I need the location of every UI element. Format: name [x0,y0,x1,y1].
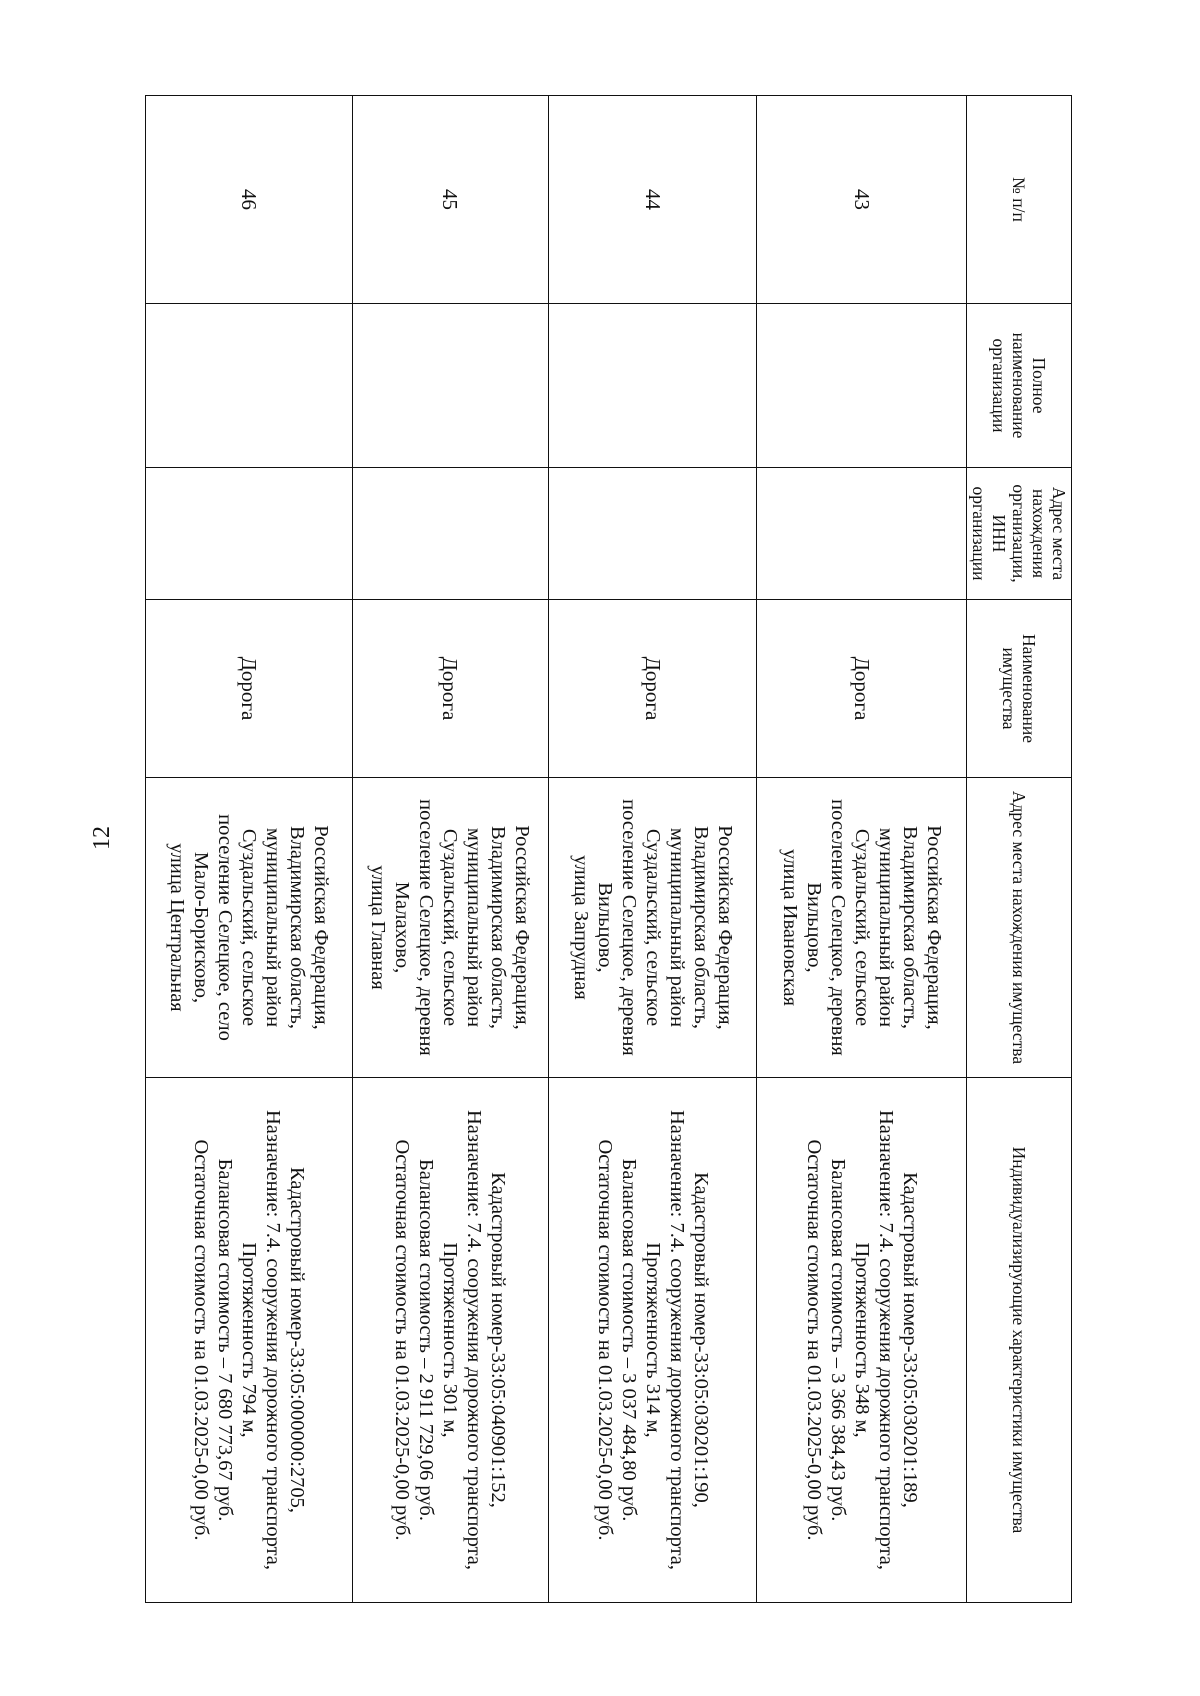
org-name-cell [549,304,757,468]
table-row [757,96,967,1603]
address-line: Российская Федерация, [713,825,736,1030]
property-name-cell: Дорога [549,600,757,778]
characteristics-cell [549,1078,757,1603]
row-number: 43 [757,96,967,304]
address-line: муниципальный район [665,827,688,1028]
characteristics-line: Протяженность 794 м, [237,1242,260,1438]
characteristics-cell [146,1078,353,1603]
address-line: поселение Селецкое, деревня [617,799,640,1056]
property-table [145,95,1072,1603]
address-line: муниципальный район [261,827,284,1028]
characteristics-line: Кадастровый номер-33:05:030201:189, [898,1172,921,1508]
characteristics-line: Кадастровый номер-33:05:040901:152, [487,1172,510,1508]
characteristics-line: Назначение: 7.4. сооружения дорожного транспорта, [261,1109,284,1571]
address-line: улица Центральная [165,843,188,1012]
org-address-cell [146,468,353,600]
property-name-cell: Дорога [352,600,549,778]
characteristics-line: Кадастровый номер-33:05:000000:2705, [285,1166,308,1514]
table-row [352,96,549,1603]
header-num: № п/п [967,96,1072,304]
property-name-cell: Дорога [757,600,967,778]
address-line: муниципальный район [874,827,897,1028]
characteristics-line: Назначение: 7.4. сооружения дорожного транспорта, [463,1109,486,1571]
characteristics-line: Балансовая стоимость – 2 911 729,06 руб. [415,1159,438,1521]
header-row [967,96,1072,1603]
address-line: Владимирская область, [487,825,510,1030]
characteristics-line: Назначение: 7.4. сооружения дорожного транспорта, [874,1109,897,1571]
address-line: Владимирская область, [898,825,921,1030]
characteristics-line: Протяженность 314 м, [641,1242,664,1438]
org-address-cell [549,468,757,600]
characteristics-line: Протяженность 301 м, [439,1242,462,1438]
org-address-cell [352,468,549,600]
address-line: улица Ивановская [778,848,801,1007]
characteristics-line: Балансовая стоимость – 3 366 384,43 руб. [826,1158,849,1522]
address-line: Российская Федерация, [309,825,332,1030]
address-line: Малахово, [391,881,414,974]
address-line: Суздальский, сельское [641,828,664,1027]
address-line: муниципальный район [463,827,486,1028]
property-address-cell [549,778,757,1078]
header-org-name: Полное наименование организации [967,304,1072,468]
page-number: 12 [89,826,115,850]
row-number: 46 [146,96,353,304]
org-name-cell [146,304,353,468]
address-line: поселение Селецкое, село [213,814,236,1041]
table-row [549,96,757,1603]
org-name-cell [352,304,549,468]
address-line: Владимирская область, [689,825,712,1030]
address-line: Вильцово, [593,882,616,973]
address-line: Владимирская область, [285,825,308,1030]
address-line: Суздальский, сельское [439,828,462,1027]
characteristics-line: Остаточная стоимость на 01.03.2025-0,00 руб. [189,1139,212,1541]
row-number: 45 [352,96,549,304]
address-line: Вильцово, [802,882,825,973]
rotated-table-wrapper [145,95,1072,1602]
org-address-cell [757,468,967,600]
property-name-cell: Дорога [146,600,353,778]
table-row [146,96,353,1603]
address-line: Российская Федерация, [511,825,534,1030]
address-line: поселение Селецкое, деревня [415,799,438,1056]
address-line: поселение Селецкое, деревня [826,799,849,1056]
characteristics-line: Остаточная стоимость на 01.03.2025-0,00 руб. [391,1139,414,1541]
org-name-cell [757,304,967,468]
row-number: 44 [549,96,757,304]
characteristics-line: Остаточная стоимость на 01.03.2025-0,00 руб. [802,1139,825,1541]
characteristics-line: Остаточная стоимость на 01.03.2025-0,00 руб. [593,1139,616,1541]
address-line: Суздальский, сельское [237,828,260,1027]
characteristics-line: Протяженность 348 м, [850,1242,873,1438]
characteristics-line: Кадастровый номер-33:05:030201:190, [689,1172,712,1508]
characteristics-cell [757,1078,967,1603]
characteristics-line: Назначение: 7.4. сооружения дорожного транспорта, [665,1109,688,1571]
address-line: Мало-Борисково, [189,851,212,1004]
address-line: улица Запрудная [569,855,592,1000]
characteristics-cell [352,1078,549,1603]
property-address-cell [146,778,353,1078]
header-property-name: Наименование имущества [967,600,1072,778]
header-characteristics: Индивидуализирующие характеристики имущества [967,1078,1072,1603]
address-line: Суздальский, сельское [850,828,873,1027]
property-address-cell [757,778,967,1078]
header-org-address: Адрес места нахождения организации, ИНН организации [967,468,1072,600]
property-address-cell [352,778,549,1078]
characteristics-line: Балансовая стоимость – 3 037 484,80 руб. [617,1158,640,1522]
address-line: улица Главная [367,865,390,990]
address-line: Российская Федерация, [922,825,945,1030]
characteristics-line: Балансовая стоимость – 7 680 773,67 руб. [213,1158,236,1522]
header-property-address: Адрес места нахождения имущества [967,778,1072,1078]
